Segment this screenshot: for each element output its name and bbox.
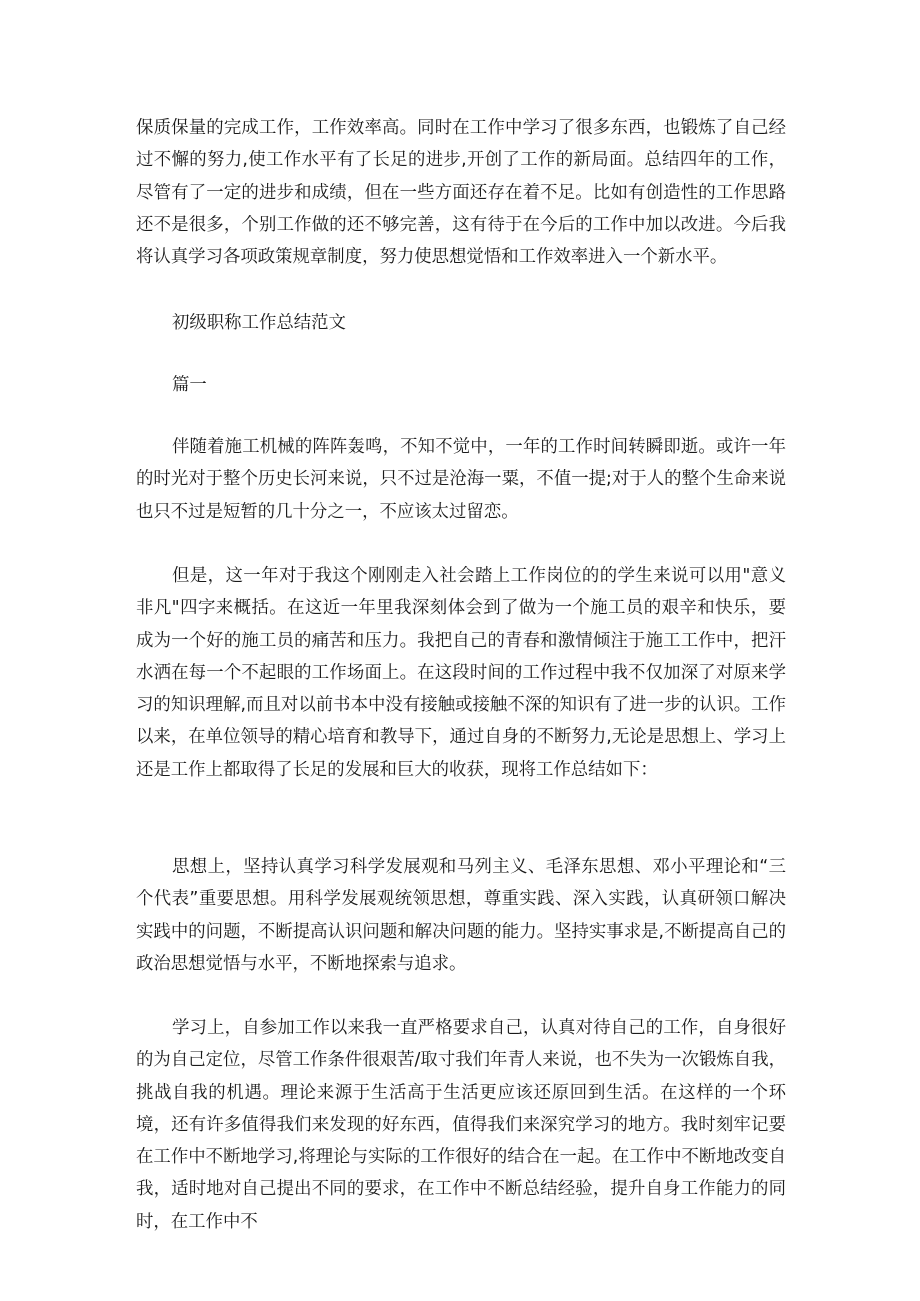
paragraph-ideology: 思想上，坚持认真学习科学发展观和马列主义、毛泽东思想、邓小平理论和“三个代表”重要思想。用科学发展观统领思想，尊重实践、深入实践，认真研领口解决实践中的问题，不断提高认识问题和解决问题的能力。坚持实事求是,不断提高自己的政治思想觉悟与水平，不断地探索与追求。 (136, 857, 786, 974)
paragraph-continued-summary: 保质保量的完成工作，工作效率高。同时在工作中学习了很多东西，也锻炼了自己经过不懈的努力,使工作水平有了长足的进步,开创了工作的新局面。总结四年的工作，尽管有了一定的进步和成绩，但在一些方面还存在着不足。比如有创造性的工作思路还不是很多，个别工作做的还不够完善，这有待于在今后的工作中加以改进。今后我将认真学习各项政策规章制度，努力使思想觉悟和工作效率进入一个新水平。 (136, 118, 786, 268)
paragraph-overview: 但是，这一年对于我这个刚刚走入社会踏上工作岗位的的学生来说可以用"意义非凡"四字来概括。在这近一年里我深刻体会到了做为一个施工员的艰辛和快乐，要成为一个好的施工员的痛苦和压力。我把自己的青春和激情倾注于施工工作中，把汗水洒在每一个不起眼的工作场面上。在这段时间的工作过程中我不仅加深了对原来学习的知识理解,而且对以前书本中没有接触或接触不深的知识有了进一步的认识。工作以来，在单位领导的精心培育和教导下，通过自身的不断努力,无论是思想上、学习上还是工作上都取得了长足的发展和巨大的收获，现将工作总结如下： (136, 566, 786, 780)
paragraph-study: 学习上，自参加工作以来我一直严格要求自己，认真对待自己的工作，自身很好的为自己定位，尽管工作条件很艰苦/取寸我们年青人来说，也不失为一次锻炼自我，挑战自我的机遇。理论来源于生活高于生活更应该还原回到生活。在这样的一个环境，还有许多值得我们来发现的好东西，值得我们来深究学习的地方。我时刻牢记要在工作中不断地学习,将理论与实际的工作很好的结合在一起。在工作中不断地改变自我，适时地对自己提出不同的要求，在工作中不断总结经验，提升自身工作能力的同时，在工作中不 (136, 1018, 786, 1232)
section-heading: 篇一 (172, 375, 207, 395)
document-title: 初级职称工作总结范文 (172, 313, 346, 333)
paragraph-intro: 伴随着施工机械的阵阵轰鸣，不知不觉中，一年的工作时间转瞬即逝。或许一年的时光对于整个历史长河来说，只不过是沧海一粟，不值一提;对于人的整个生命来说也只不过是短暂的几十分之一，不应该太过留恋。 (136, 437, 786, 522)
